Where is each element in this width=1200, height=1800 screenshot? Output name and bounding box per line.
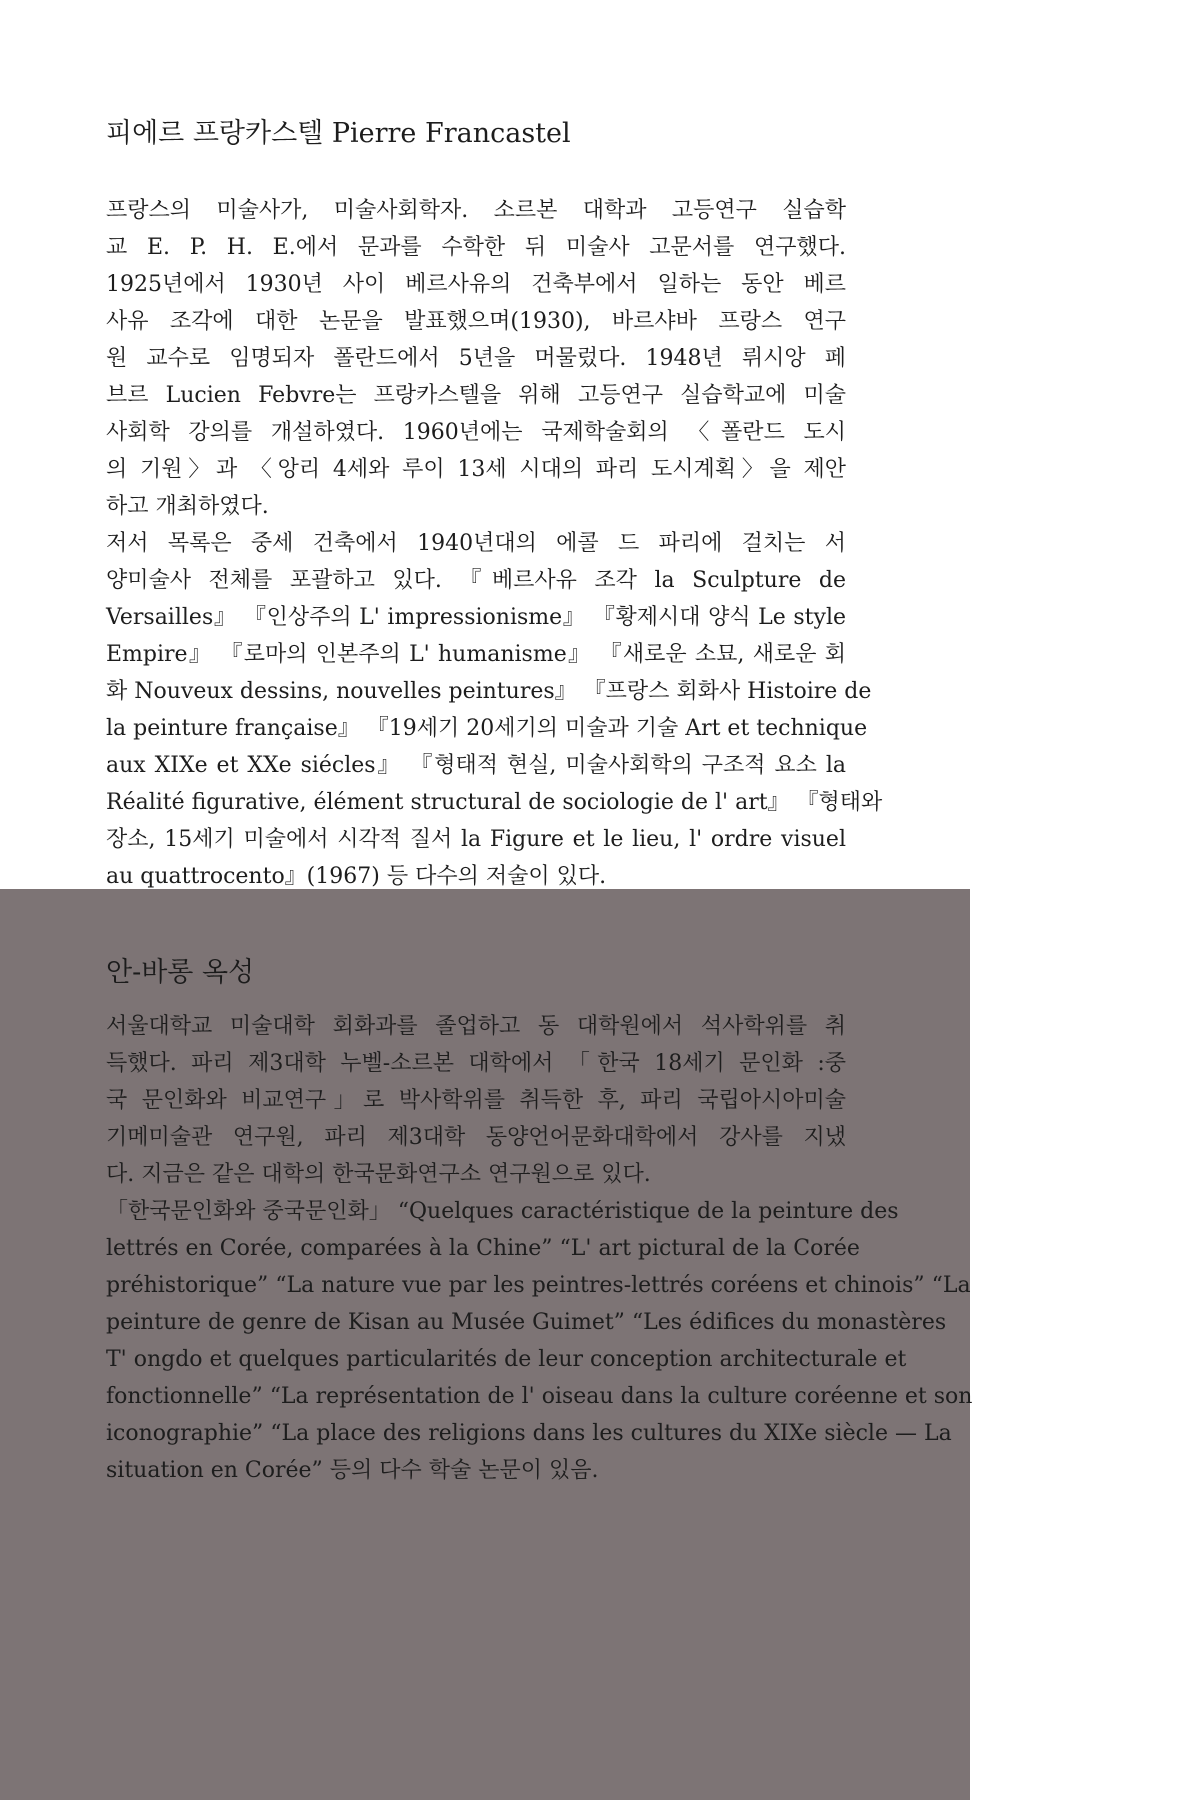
section-heading-francastel: 피에르 프랑카스텔 Pierre Francastel [106,118,571,149]
text-line: T' ongdo et quelques particularités de leur conception architecturale et [106,1347,907,1372]
text-line: 기메미술관 연구원, 파리 제3대학 동양언어문화대학에서 강사를 지냈 [106,1125,846,1150]
text-line: fonctionnelle” “La représentation de l' oiseau dans la culture coréenne et son [106,1384,973,1409]
text-line: iconographie” “La place des religions dans les cultures du XIXe siècle — La [106,1421,952,1446]
francastel-bio [106,192,883,895]
text-line: 화 Nouveux dessins, nouvelles peintures』 『프랑스 회화사 Histoire de [106,679,872,704]
text-line: 사유 조각에 대한 논문을 발표했으며(1930), 바르샤바 프랑스 연구 [106,309,846,334]
text-line: Versailles』 『인상주의 L' impressionisme』 『황제시대 양식 Le style [106,605,846,630]
text-line: peinture de genre de Kisan au Musée Guimet” “Les édifices du monastères [106,1310,947,1335]
ahn-baron-bio [106,1008,973,1489]
text-line: 국 문인화와 비교연구」로 박사학위를 취득한 후, 파리 국립아시아미술 [106,1088,846,1113]
text-line: préhistorique” “La nature vue par les peintres-lettrés coréens et chinois” “La [106,1273,971,1298]
text-line: 득했다. 파리 제3대학 누벨-소르본 대학에서 「한국 18세기 문인화 :중 [106,1051,846,1076]
text-line: 하고 개최하였다. [106,494,269,519]
section-heading-ahn-baron: 안-바롱 옥성 [106,957,255,988]
text-line: la peinture française』 『19세기 20세기의 미술과 기술 Art et technique [106,716,868,741]
text-line: 원 교수로 임명되자 폴란드에서 5년을 머물렀다. 1948년 뤼시앙 페 [106,346,846,371]
text-line: situation en Corée” 등의 다수 학술 논문이 있음. [106,1458,599,1483]
text-line: lettrés en Corée, comparées à la Chine” “L' art pictural de la Corée [106,1236,860,1261]
text-line: Réalité figurative, élément structural de sociologie de l' art』 『형태와 [106,790,883,815]
text-line: 브르 Lucien Febvre는 프랑카스텔을 위해 고등연구 실습학교에 미술 [106,383,846,408]
text-line: 의 기원〉과 〈앙리 4세와 루이 13세 시대의 파리 도시계획〉을 제안 [106,457,846,482]
text-line: aux XIXe et XXe siécles』 『형태적 현실, 미술사회학의 구조적 요소 la [106,753,846,778]
text-line: au quattrocento』(1967) 등 다수의 저술이 있다. [106,864,607,889]
text-line: 양미술사 전체를 포괄하고 있다. 『베르사유 조각 la Sculpture de [106,568,846,593]
text-line: 사회학 강의를 개설하였다. 1960년에는 국제학술회의 〈폴란드 도시 [106,420,846,445]
text-line: 1925년에서 1930년 사이 베르사유의 건축부에서 일하는 동안 베르 [106,272,846,297]
text-line: 장소, 15세기 미술에서 시각적 질서 la Figure et le lieu, l' ordre visuel [106,827,846,852]
text-line: 서울대학교 미술대학 회화과를 졸업하고 동 대학원에서 석사학위를 취 [106,1014,846,1039]
text-line: 저서 목록은 중세 건축에서 1940년대의 에콜 드 파리에 걸치는 서 [106,531,846,556]
text-line: 「한국문인화와 중국문인화」 “Quelques caractéristique de la peinture des [106,1199,899,1224]
text-line: 프랑스의 미술사가, 미술사회학자. 소르본 대학과 고등연구 실습학 [106,198,846,223]
text-line: 교 E. P. H. E.에서 문과를 수학한 뒤 미술사 고문서를 연구했다. [106,235,846,260]
text-line: 다. 지금은 같은 대학의 한국문화연구소 연구원으로 있다. [106,1162,651,1187]
text-line: Empire』 『로마의 인본주의 L' humanisme』 『새로운 소묘, 새로운 회 [106,642,846,667]
